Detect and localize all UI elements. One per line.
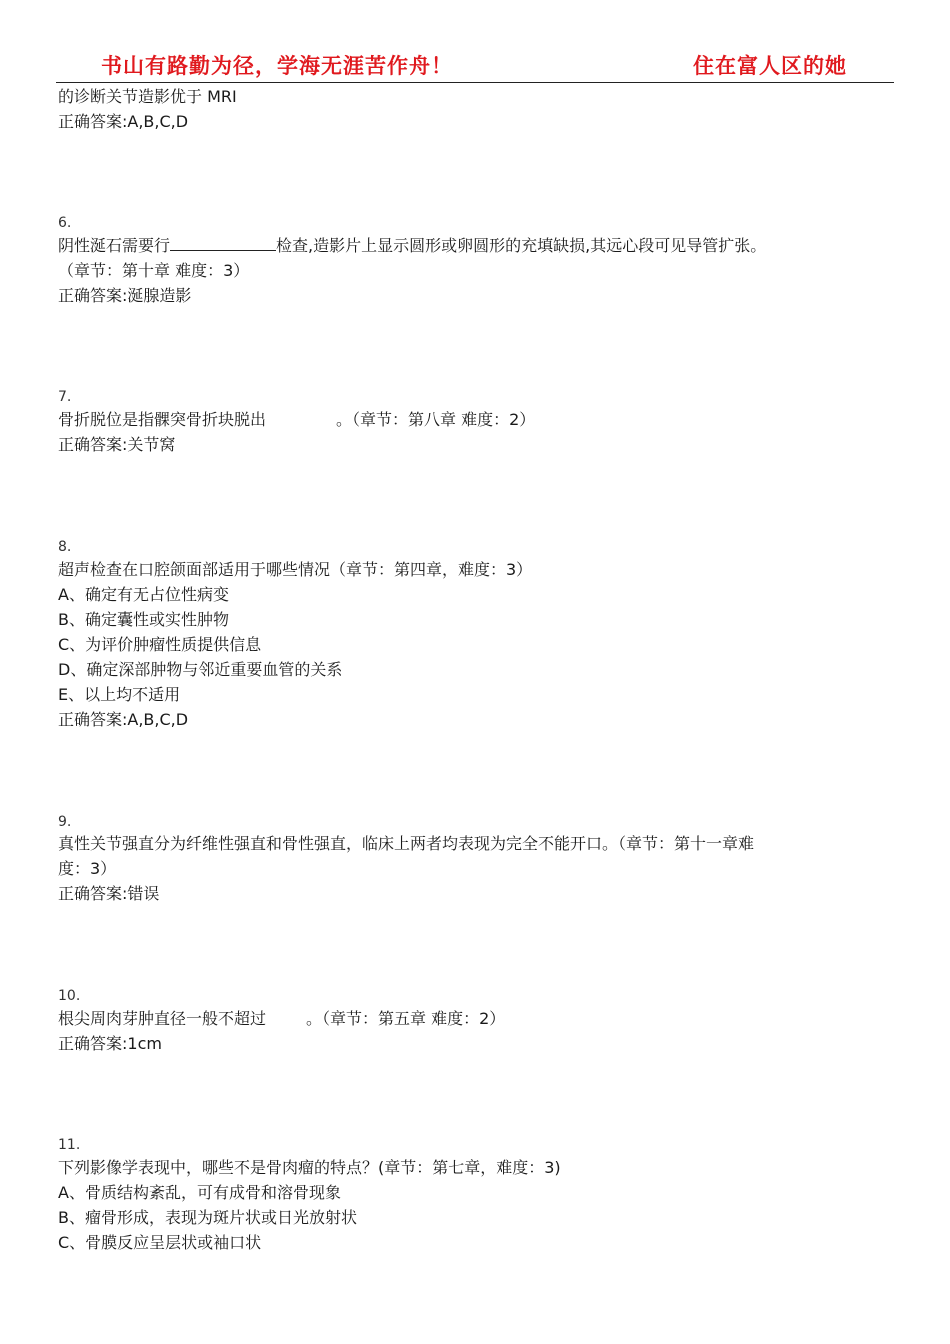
header-right-slogan: 住在富人区的她 xyxy=(693,53,847,78)
question-10-stem-before: 根尖周肉芽肿直径一般不超过 xyxy=(58,1009,267,1028)
continuation-text: 的诊断关节造影优于 MRI xyxy=(58,87,237,106)
question-8-stem: 超声检查在口腔颌面部适用于哪些情况（章节：第四章，难度：3） xyxy=(58,560,533,579)
question-6-answer: 正确答案:涎腺造影 xyxy=(58,286,192,305)
question-11-stem: 下列影像学表现中，哪些不是骨肉瘤的特点？(章节：第七章，难度：3) xyxy=(58,1158,561,1177)
question-11-option: C、骨膜反应呈层状或袖口状 xyxy=(58,1233,262,1252)
question-7-answer: 正确答案:关节窝 xyxy=(58,435,176,454)
question-7-stem-after: 。（章节：第八章 难度：2） xyxy=(336,410,536,429)
question-6-number: 6. xyxy=(58,215,72,231)
header-divider xyxy=(56,82,894,83)
header-left-slogan: 书山有路勤为径，学海无涯苦作舟！ xyxy=(101,53,453,78)
question-10-stem xyxy=(58,1008,505,1030)
question-11-option: B、瘤骨形成，表现为斑片状或日光放射状 xyxy=(58,1208,357,1227)
question-6-stem-before: 阴性涎石需要行 xyxy=(58,236,171,255)
continuation-answer: 正确答案:A,B,C,D xyxy=(58,112,189,131)
question-8-option: C、为评价肿瘤性质提供信息 xyxy=(58,635,262,654)
question-7-stem xyxy=(58,409,535,431)
question-9-answer: 正确答案:错误 xyxy=(58,884,160,903)
question-8-option: E、以上均不适用 xyxy=(58,685,181,704)
question-7-stem-before: 骨折脱位是指髁突骨折块脱出 xyxy=(58,410,267,429)
question-6-stem-after: 检查,造影片上显示圆形或卵圆形的充填缺损,其远心段可见导管扩张。 xyxy=(276,236,767,255)
question-10-number: 10. xyxy=(58,988,81,1004)
question-7-number: 7. xyxy=(58,389,72,405)
question-8-option: D、确定深部肿物与邻近重要血管的关系 xyxy=(58,660,343,679)
question-10-answer: 正确答案:1cm xyxy=(58,1034,162,1053)
question-8-option: B、确定囊性或实性肿物 xyxy=(58,610,229,629)
fill-in-blank xyxy=(170,235,276,251)
question-6-stem xyxy=(58,235,766,257)
question-9-number: 9. xyxy=(58,814,72,830)
question-8-number: 8. xyxy=(58,539,72,555)
question-9-stem-line2: 度：3） xyxy=(58,859,117,878)
question-6-meta: （章节：第十章 难度：3） xyxy=(58,261,250,280)
question-10-stem-after: 。（章节：第五章 难度：2） xyxy=(306,1009,506,1028)
question-8-option: A、确定有无占位性病变 xyxy=(58,585,229,604)
question-9-stem-line1: 真性关节强直分为纤维性强直和骨性强直，临床上两者均表现为完全不能开口。（章节：第十一章难 xyxy=(58,834,755,853)
question-11-option: A、骨质结构紊乱，可有成骨和溶骨现象 xyxy=(58,1183,341,1202)
page-header xyxy=(0,0,950,84)
question-11-number: 11. xyxy=(58,1137,81,1153)
question-8-answer: 正确答案:A,B,C,D xyxy=(58,710,189,729)
